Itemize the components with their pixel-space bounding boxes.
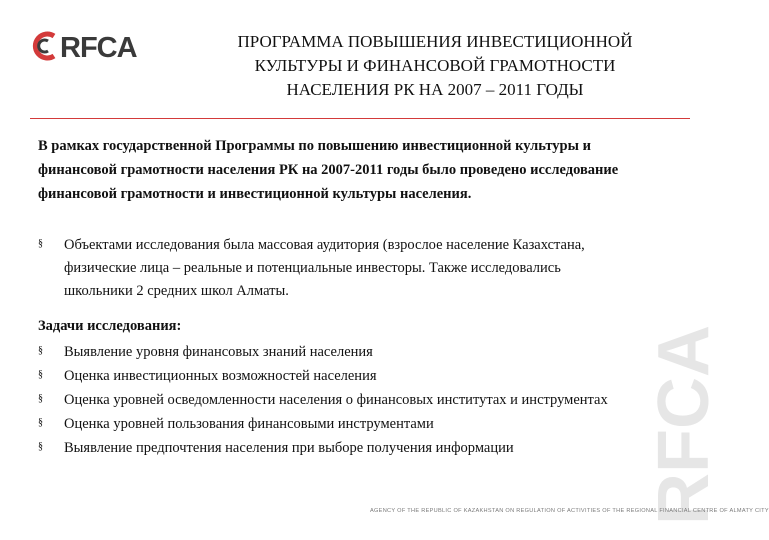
section-bullet-icon: § bbox=[38, 393, 43, 404]
list-item bbox=[38, 340, 698, 364]
list-item bbox=[38, 234, 698, 303]
intro-line: В рамках государственной Программы по повышению инвестиционной культуры и bbox=[38, 138, 591, 154]
task-text: Выявление предпочтения населения при выборе получения информации bbox=[64, 440, 514, 456]
task-text: Выявление уровня финансовых знаний населения bbox=[64, 344, 373, 360]
rfca-logo-mark-icon bbox=[30, 26, 60, 66]
rfca-watermark-text: RFCA bbox=[644, 325, 724, 525]
tasks-list bbox=[38, 340, 698, 460]
rfca-watermark-icon bbox=[644, 300, 724, 530]
section-bullet-icon: § bbox=[38, 369, 43, 380]
rfca-logo bbox=[30, 26, 150, 66]
page-title-line: КУЛЬТУРЫ И ФИНАНСОВОЙ ГРАМОТНОСТИ bbox=[254, 56, 616, 75]
footer-agency-text: AGENCY OF THE REPUBLIC OF KAZAKHSTAN ON REGULATION OF ACTIVITIES OF THE REGIONAL FINANCIAL CENTRE OF ALMATY CITY bbox=[370, 508, 769, 514]
intro-line: финансовой грамотности населения РК на 2007-2011 годы было проведено исследование bbox=[38, 162, 619, 178]
section-bullet-icon: § bbox=[38, 441, 43, 452]
intro-line: финансовой грамотности и инвестиционной культуры населения. bbox=[38, 186, 472, 202]
objects-section bbox=[38, 234, 698, 303]
objects-line: физические лица – реальные и потенциальные инвесторы. Также исследовались bbox=[64, 260, 561, 276]
list-item bbox=[38, 436, 698, 460]
tasks-heading: Задачи исследования: bbox=[38, 318, 182, 334]
task-text: Оценка уровней пользования финансовыми инструментами bbox=[64, 416, 434, 432]
objects-line: школьники 2 средних школ Алматы. bbox=[64, 283, 289, 299]
intro-paragraph bbox=[38, 134, 698, 206]
section-bullet-icon: § bbox=[38, 417, 43, 428]
page-title bbox=[170, 30, 700, 102]
list-item bbox=[38, 412, 698, 436]
list-item bbox=[38, 388, 698, 412]
objects-line: Объектами исследования была массовая аудитория (взрослое население Казахстана, bbox=[64, 237, 585, 253]
task-text: Оценка инвестиционных возможностей населения bbox=[64, 368, 377, 384]
list-item bbox=[38, 364, 698, 388]
section-bullet-icon: § bbox=[38, 345, 43, 356]
section-bullet-icon: § bbox=[38, 238, 43, 249]
task-text: Оценка уровней осведомленности населения о финансовых институтах и инструментах bbox=[64, 392, 608, 408]
page-title-line: НАСЕЛЕНИЯ РК НА 2007 – 2011 ГОДЫ bbox=[286, 80, 584, 99]
title-divider bbox=[30, 118, 690, 119]
page-title-line: ПРОГРАММА ПОВЫШЕНИЯ ИНВЕСТИЦИОННОЙ bbox=[237, 32, 633, 51]
rfca-logo-text: RFCA bbox=[60, 32, 137, 64]
